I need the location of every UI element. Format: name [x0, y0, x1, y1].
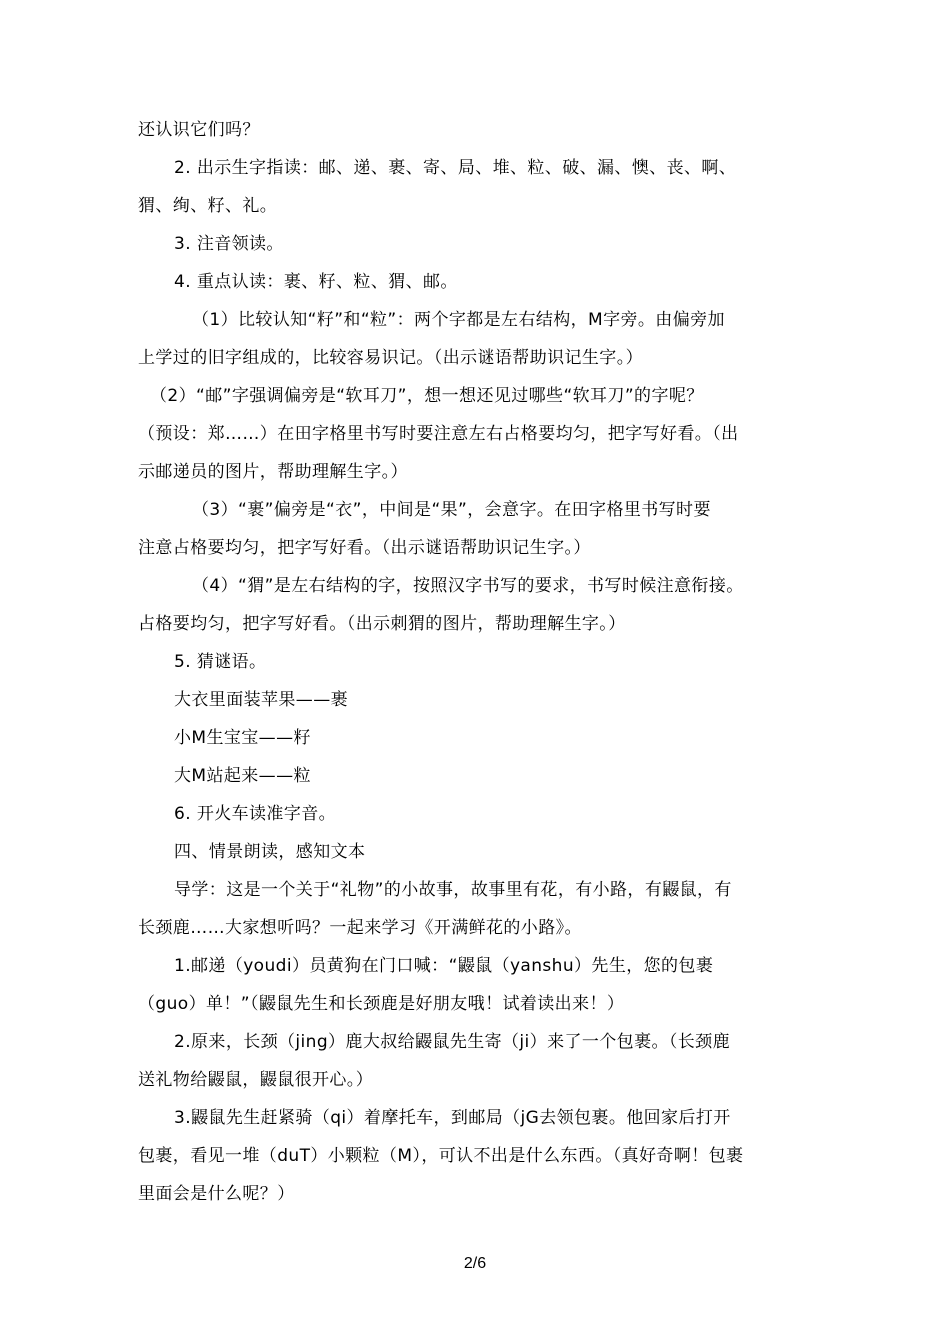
text-line: 2.原来，长颈（jing）鹿大叔给鼹鼠先生寄（ji）来了一个包裹。（长颈鹿	[174, 1032, 730, 1052]
text-line: 上学过的旧字组成的，比较容易识记。（出示谜语帮助识记生字。）	[138, 348, 643, 368]
text-line: 包裹，看见一堆（duT）小颗粒（M），可认不出是什么东西。（真好奇啊！包裹	[138, 1146, 744, 1166]
text-line: 6. 开火车读准字音。	[174, 804, 337, 824]
text-line: （4）“猬”是左右结构的字，按照汉字书写的要求，书写时候注意衔接。	[192, 576, 744, 596]
text-line: 大M站起来——粒	[174, 766, 311, 786]
text-line: 1.邮递（youdi）员黄狗在门口喊：“鼹鼠（yanshu）先生，您的包裹	[174, 956, 714, 976]
text-line: 猬、绚、籽、礼。	[138, 196, 278, 216]
text-line: 四、情景朗读，感知文本	[174, 842, 366, 862]
text-line: 导学：这是一个关于“礼物”的小故事，故事里有花，有小路，有鼹鼠，有	[174, 880, 732, 900]
text-line: 4. 重点认读：裹、籽、粒、猬、邮。	[174, 272, 458, 292]
text-line: （2）“邮”字强调偏旁是“软耳刀”，想一想还见过哪些“软耳刀”的字呢？	[150, 386, 704, 406]
text-line: 大衣里面装苹果——裹	[174, 690, 348, 710]
text-line: 里面会是什么呢？）	[138, 1184, 295, 1204]
text-line: 5. 猜谜语。	[174, 652, 267, 672]
text-line: 2. 出示生字指读：邮、递、裹、寄、局、堆、粒、破、漏、懊、丧、啊、	[174, 158, 737, 178]
text-line: 还认识它们吗？	[138, 120, 260, 140]
text-line: （1）比较认知“籽”和“粒”：两个字都是左右结构，M字旁。由偏旁加	[192, 310, 725, 330]
page-number: 2/6	[463, 1255, 487, 1272]
text-line: 送礼物给鼹鼠，鼹鼠很开心。）	[138, 1070, 374, 1090]
text-line: 小M生宝宝——籽	[174, 728, 311, 748]
text-line: 示邮递员的图片，帮助理解生字。）	[138, 462, 408, 482]
text-line: 长颈鹿……大家想听吗？一起来学习《开满鲜花的小路》。	[138, 918, 582, 938]
text-line: 3. 注音领读。	[174, 234, 284, 254]
text-line: （3）“裹”偏旁是“衣”，中间是“果”，会意字。在田字格里书写时要	[192, 500, 711, 520]
text-line: （guo）单！”（鼹鼠先生和长颈鹿是好朋友哦！试着读出来！）	[138, 994, 625, 1014]
text-line: （预设：郑……）在田字格里书写时要注意左右占格要均匀，把字写好看。（出	[138, 424, 739, 444]
text-line: 3.鼹鼠先生赶紧骑（qi）着摩托车，到邮局（jG去领包裹。他回家后打开	[174, 1108, 731, 1128]
text-line: 注意占格要均匀，把字写好看。（出示谜语帮助识记生字。）	[138, 538, 591, 558]
text-line: 占格要均匀，把字写好看。（出示刺猬的图片，帮助理解生字。）	[138, 614, 626, 634]
